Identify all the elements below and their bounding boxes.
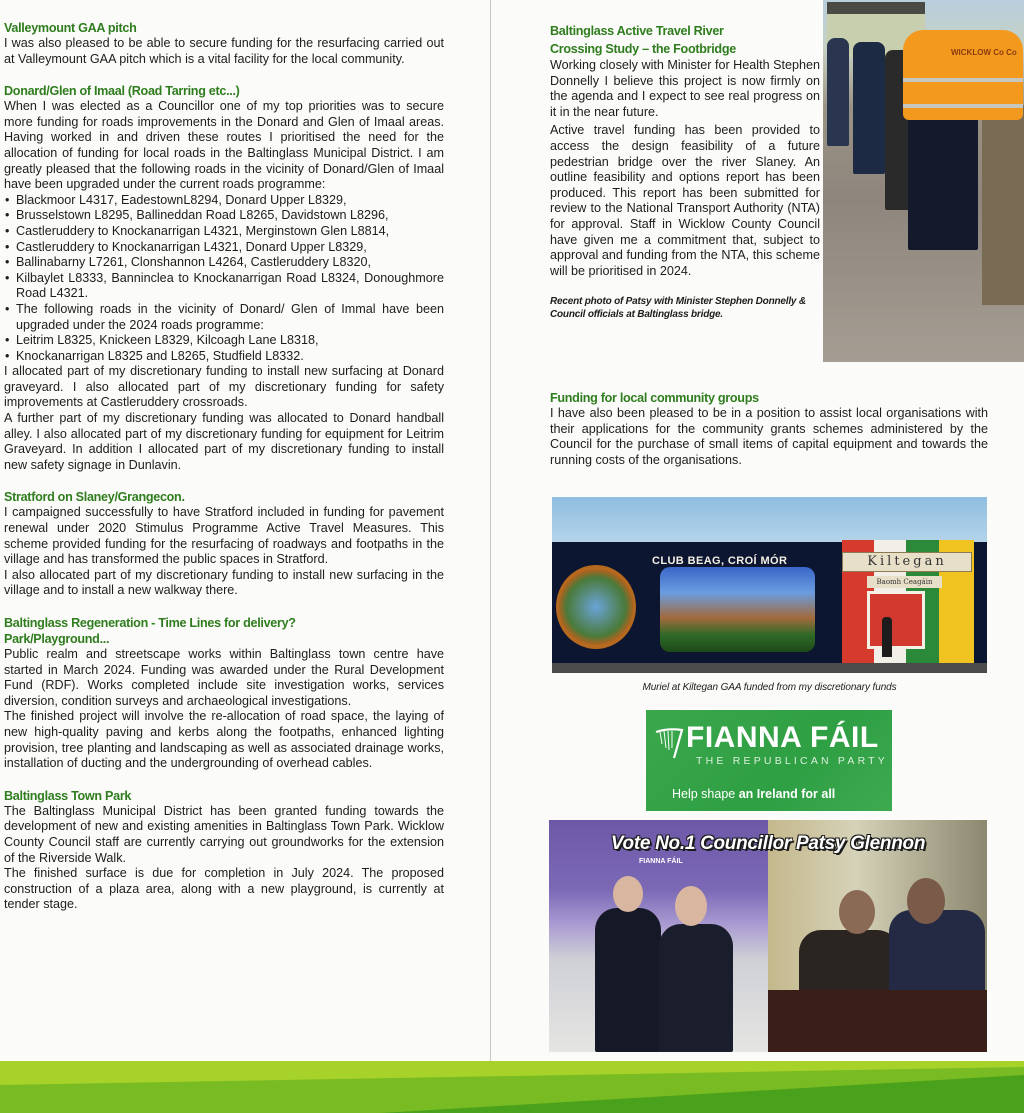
section-stratford [4, 489, 444, 599]
mural-sub-banner: Baomh Ceagáin [867, 576, 942, 588]
donard-para-1: I allocated part of my discretionary funding to install new surfacing at Donard graveyard. I also allocated part of my discretionary funding for safety improvements at Castleruddery crossroads. [4, 364, 444, 410]
heading-park-playground: Park/Playground... [4, 632, 110, 646]
stratford-para-2: I also allocated part of my discretionary funding to install new surfacing in the village and to install a new walkway there. [4, 567, 444, 598]
section-valleymount [4, 20, 444, 67]
page-fold-line [490, 0, 491, 1113]
photo-person [853, 42, 885, 174]
left-column [4, 20, 444, 913]
section-footbridge [550, 22, 820, 321]
jacket-text: WICKLOW Co Co [951, 48, 1017, 57]
road-list-item: • Leitrim L8325, Knickeen L8329, Kilcoagh Lane L8318, [4, 333, 444, 349]
mural-person [882, 617, 892, 657]
footbridge-para-2: Active travel funding has been provided to access the design feasibility of a future pedestrian bridge over the river Slaney. An outline feasibility and options report has been produced. This report has been submitted for review to the National Transport Authority (NTA) for approval. Staff in Wicklow County Council have given me a commitment that, subject to approval and funding from the NTA, this scheme will be prioritised in 2024. [550, 123, 820, 278]
mural-landscape [660, 567, 815, 652]
section-regeneration [4, 615, 444, 772]
green-footer-band [0, 1055, 1024, 1113]
heading-town-park: Baltinglass Town Park [4, 788, 132, 803]
heading-regeneration: Baltinglass Regeneration - Time Lines for delivery? [4, 616, 296, 630]
road-list-item: • Knockanarrigan L8325 and L8265, Studfield L8332. [4, 349, 444, 365]
road-list-item: • Ballinabarny L7261, Clonshannon L4264, Castleruddery L8320, [4, 255, 444, 271]
photo-person [827, 38, 849, 146]
heading-stratford: Stratford on Slaney/Grangecon. [4, 490, 185, 505]
vote-banner-photo [549, 820, 987, 1052]
harp-icon [654, 726, 686, 762]
mural-warrior-circle [556, 565, 636, 649]
photo-person [595, 908, 661, 1052]
donard-intro: When I was elected as a Councillor one of my top priorities was to secure more funding for roads improvements in the Donard and Glen of Imaal areas. Having worked in and driven these routes I prioritised the need for the allocation of funding for local roads in the Baltinglass Municipal District. I am greatly pleased that the following roads in the vicinity of Donard/Glen of Imaal have been upgraded under the current roads programme: [4, 99, 444, 192]
vote-title: Vote No.1 Councillor Patsy Glennon [610, 833, 926, 854]
mural-banner: Kiltegan [842, 552, 972, 572]
section-town-park [4, 788, 444, 913]
heading-valleymount: Valleymount GAA pitch [4, 21, 137, 35]
fianna-fail-logo [646, 710, 892, 811]
road-list-item: • Blackmoor L4317, EadestownL8294, Donard Upper L8329, [4, 193, 444, 209]
mural-crest [867, 591, 925, 649]
mural-wall-text: CLUB BEAG, CROÍ MÓR [652, 555, 788, 567]
road-list-item: • The following roads in the vicinity of Donard/ Glen of Immal have been upgraded under the 2024 roads programme: [4, 302, 444, 333]
party-tagline [672, 786, 835, 802]
road-list [4, 193, 444, 365]
photo-table [768, 990, 987, 1052]
section-donard [4, 83, 444, 473]
road-list-item: • Brusselstown L8295, Ballineddan Road L8265, Davidstown L8296, [4, 208, 444, 224]
heading-footbridge-line1: Baltinglass Active Travel River [550, 24, 724, 38]
mural-caption: Muriel at Kiltegan GAA funded from my discretionary funds [642, 682, 897, 693]
town-park-para-2: The finished surface is due for completion in July 2024. The proposed construction of a plaza area, along with a new playground, is currently at tender stage. [4, 866, 444, 912]
valleymount-body: I was also pleased to be able to secure funding for the resurfacing carried out at Valleymount GAA pitch which is a vital facility for the local community. [4, 36, 444, 66]
regeneration-para-1: Public realm and streetscape works within Baltinglass town centre have started in March 2024. Funding was awarded under the Rural Development Fund (RDF). Works completed include site investigation works, services diversion, condition surveys and archaeological investigations. [4, 647, 444, 708]
road-list-item: • Kilbaylet L8333, Banninclea to Knockanarrigan Road L8324, Donoughmore Road L4321. [4, 271, 444, 302]
stratford-para-1: I campaigned successfully to have Stratford included in funding for pavement renewal under 2020 Stimulus Programme Active Travel Measures. This scheme provided funding for the resurfacing of roadways and footpaths in the village and has transformed the public spaces in Stratford. [4, 505, 444, 567]
heading-donard: Donard/Glen of Imaal (Road Tarring etc...) [4, 84, 240, 99]
photo-wall [982, 105, 1024, 305]
party-name: FIANNA FÁIL [686, 721, 879, 754]
footbridge-para-1: Working closely with Minister for Health Stephen Donnelly I believe this project is now firmly on the agenda and I expect to see real progress on it in the near future. [550, 58, 820, 119]
backdrop-logo: FIANNA FÁIL [639, 858, 683, 865]
bridge-photo [823, 0, 1024, 362]
tagline-prefix: Help shape [672, 787, 739, 801]
community-body: I have also been pleased to be in a position to assist local organisations with their applications for the community grants schemes administered by the Council for the purchase of small items of capital equipment and towards the running costs of the organisations. [550, 406, 988, 467]
heading-community: Funding for local community groups [550, 391, 759, 405]
donard-para-2: A further part of my discretionary funding was allocated to Donard handball alley. I also allocated part of my discretionary funding for equipment for Leitrim Graveyard. In addition I allocated part of my discretionary funding to install new safety signage in Dunlavin. [4, 411, 444, 472]
road-list-item: • Castleruddery to Knockanarrigan L4321, Donard Upper L8329, [4, 240, 444, 256]
town-park-para-1: The Baltinglass Municipal District has been granted funding towards the development of new and existing amenities in Baltinglass Town Park. Wicklow County Council staff are currently carrying out groundworks for the extension of the Riverside Walk. [4, 803, 444, 865]
road-list-item: • Castleruddery to Knockanarrigan L4321, Merginstown Glen L8814, [4, 224, 444, 240]
heading-footbridge-line2: Crossing Study – the Footbridge [550, 42, 736, 56]
photo-person [659, 924, 733, 1052]
bridge-photo-caption: Recent photo of Patsy with Minister Stephen Donnelly & Council officials at Baltinglass bridge. [550, 296, 806, 321]
section-community [550, 390, 988, 468]
party-subtitle: THE REPUBLICAN PARTY [696, 755, 888, 767]
tagline-bold: an Ireland for all [738, 787, 836, 801]
regeneration-para-2: The finished project will involve the re-allocation of road space, the laying of new high-quality paving and kerbs along the footpaths, enhanced lighting provision, tree planting and landscaping as well as associated drainage works, installation of ducting and the undergrounding of overhead cables. [4, 709, 444, 771]
mural-photo [552, 497, 987, 673]
